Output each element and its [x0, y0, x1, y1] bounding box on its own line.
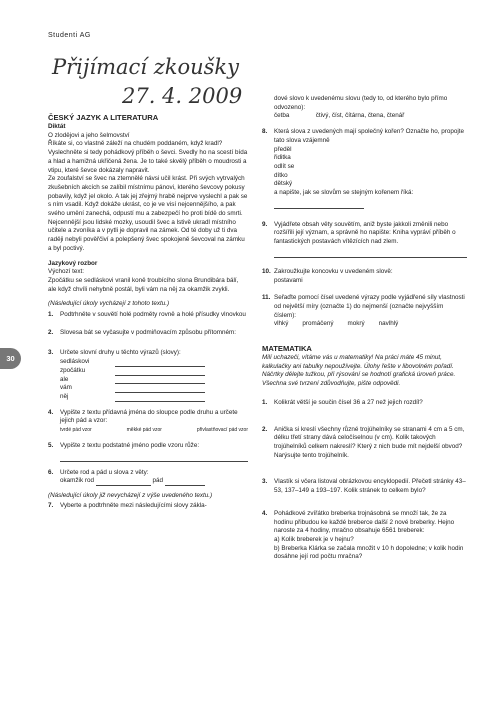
answer-line[interactable] — [274, 247, 467, 258]
math-question-3-text: Vlastík si včera listoval obrázkovou encyklopedií. Přečetl stránky 43–53, 137–149 a 193–197. Kolik stránek to celkem bylo? — [274, 478, 466, 495]
word-row — [60, 384, 248, 393]
math-question-1-text: Kolikrát větší je součin čísel 36 a 27 než jejich rozdíl? — [274, 398, 423, 406]
question-7: 7. Vyberte a podtrhněte mezi následujícími slovy zákla- — [48, 502, 248, 511]
answer-line[interactable] — [274, 198, 364, 209]
gender-label: rod — [84, 477, 94, 485]
column-soft: měkké pád vzor — [126, 427, 162, 434]
candidate-words: čtivý, číst, čítárna, čtena, čtenář — [315, 112, 405, 120]
answer-line[interactable] — [115, 401, 205, 402]
question-7-words — [274, 112, 467, 121]
section-math-title: MATEMATIKA — [262, 344, 312, 354]
question-4-text: Vypište z textu přídavná jména do sloupce podle druhu a určete jejich pád a vzor: — [60, 408, 238, 425]
note-following-tasks: (Následující úkoly vycházejí z tohoto textu.) — [48, 300, 170, 308]
dictation-paragraph-3: Nejcennější jsou lidské mozky, usoudil švec a lstivě ukradl místního učitele a zvoníka a v pytli je dopravil na zámek. Od té doby už ti dva raději nebyli pověřčiví a polepšený švec spokojeně ševcoval na zámku a byl poctivý. — [48, 218, 245, 252]
left-column — [48, 113, 248, 510]
word-label: zpočátku — [60, 366, 86, 374]
question-5: 5. Vypište z textu podstatné jméno podle vzoru růže: — [48, 442, 248, 451]
question-5-text: Vypište z textu podstatné jméno podle vzoru růže: — [60, 441, 200, 449]
question-10-word: postavami — [274, 276, 303, 284]
answer-line[interactable] — [60, 451, 248, 462]
question-11-words — [274, 320, 467, 329]
dictation-title: O zlodějovi a jeho šelmovství — [48, 131, 130, 139]
question-3: 3. Určete slovní druhy u těchto výrazů (slovy): sedláskovi zpočátku ale vám něj — [48, 349, 248, 401]
word-item: vlhký — [274, 320, 289, 328]
word-row — [60, 358, 248, 367]
word-row — [60, 376, 248, 385]
math-intro: Milí uchazeči, vítáme vás u matematiky! Na práci máte 45 minut, kalkulačky ani tabulky nepoužívejte. Úlohy řešte v libovolném pořadí. Náčrtky dělejte tužkou, při rýsování se hodnotí grafická úroveň práce. Všechna své tvrzení zdůvodňujte, pište odpovědi. — [262, 354, 456, 388]
case-answer-line[interactable] — [165, 485, 205, 486]
word-row — [60, 367, 248, 376]
question-7-text: Vyberte a podtrhněte mezi následujícími slovy zákla- — [60, 501, 207, 509]
exam-date: 27. 4. 2009 — [122, 84, 243, 108]
question-11: 11. Seřaďte pomocí čísel uvedené výrazy podle vyjádřené síly vlastnosti od největší míry (označte 1) do nejmenší (označte nejvyšším číslem): vlhký promáčený mokrý navlhlý — [262, 294, 467, 329]
question-6-row — [60, 477, 248, 486]
question-2: 2. Slovesa bát se vyčasujte v podmiňovacím způsobu přítomném: — [48, 329, 248, 338]
question-7-continued: dové slovo k uvedenému slovu (tedy to, od kterého bylo přímo odvozeno): — [274, 95, 448, 111]
question-3-text: Určete slovní druhy u těchto výrazů (slovy): — [60, 349, 181, 357]
word-item: dítko — [274, 171, 288, 179]
analysis-label: Jazykový rozbor — [48, 259, 98, 267]
question-1-text: Podtrhněte v souvětí holé podměty rovně a holé přísudky vlnovkou — [60, 311, 246, 319]
question-6: 6. Určete rod a pád u slova z věty: okamžik rod pád — [48, 469, 248, 486]
gender-answer-line[interactable] — [96, 485, 151, 486]
math-question-4: 4. Pohádkové zvířátko breberka trojnásobná se množí tak, že za hodinu přibudou ke každé breberce další 2 nové breberky. Hejno narostе za 4 hodiny, mračno obsahuje 6561 breberek: a) Kolik breberek je v hejnu? b) Breberka Klárka se začala množit v 10 h dopoledne; v kolik hodin dosáhne její rod počtu mračna? — [262, 510, 467, 562]
question-1: 1. Podtrhněte v souvětí holé podměty rovně a holé přísudky vlnovkou — [48, 311, 248, 320]
dictation-paragraph-1: Říkáte si, co vlastně záleží na chudém poddaném, když kradl? Vyslechněte si tedy pohádkový příběh o ševci. Svedly ho na scestí bída a hlad a hamižná ukřičená žena. Je to také skvělý příběh o moudrosti a vtipu, které ševce dokázaly napravit. — [48, 140, 248, 174]
word-item: dětský — [274, 180, 293, 188]
question-8-text: Která slova z uvedených mají společný kořen? Označte ho, propojte tato slova vzájemně — [274, 128, 465, 144]
math-question-4a: a) Kolik breberek je v hejnu? — [274, 535, 354, 543]
word-label: něj — [60, 392, 69, 400]
question-10: 10. Zakroužkujte koncovku v uvedeném slově: postavami — [262, 268, 467, 285]
page-number-tab: 30 — [0, 348, 21, 369]
word-label: ale — [60, 375, 69, 383]
question-2-text: Slovesa bát se vyčasujte v podmiňovacím způsobu přítomném: — [60, 328, 237, 336]
dictation-label: Diktát — [48, 123, 66, 130]
question-9: 9. Vyjádřete obsah věty souvětím, aniž byste jakkoli změnili nebo rozšířili její význam, a správně ho napište: Kniha vypráví příběh o fantastických postavách vítězících nad zlem. — [262, 221, 467, 247]
adjective-columns — [60, 426, 248, 435]
word-item: odlít se — [274, 162, 295, 170]
base-word: četba — [274, 112, 290, 120]
publisher-label: Studenti AG — [48, 32, 91, 39]
word-item: navlhlý — [378, 320, 399, 328]
dictation-paragraph-2: Ze zoufalství se švec na ztemnělé návsi učil krást. Při svých vytrvalých zkušebních akcích se zalíbil místnímu pánovi, kterého ševcovy pokusy pobavily, když jel okolo. A tak jej zřejmý hrabě nejprve vyslechl a pak se s ním vsadil. Když dokáže ukrást, co je ve visí nejcennějšího, a pak svého umění zanechá, odpustí mu a zabezpečí ho proti bídě do smrti. — [48, 175, 248, 218]
right-column — [262, 95, 467, 562]
word-row — [60, 393, 248, 402]
note-independent-tasks: (Následující úkoly již nevycházejí z výše uvedeného textu.) — [48, 491, 213, 499]
exam-title: Přijímací zkoušky — [52, 55, 240, 79]
case-label: pád — [152, 477, 163, 485]
math-question-3: 3. Vlastík si včera listoval obrázkovou encyklopedií. Přečetl stránky 43–53, 137–149 a 193–197. Kolik stránek to celkem bylo? — [262, 478, 466, 495]
question-10-text: Zakroužkujte koncovku v uvedeném slově: — [274, 267, 393, 275]
question-9-text: Vyjádřete obsah věty souvětím, aniž byste jakkoli změnili nebo rozšířili její význam, a správně ho napište: Kniha vypráví příběh o fantastických postavách vítězících nad zlem. — [274, 220, 456, 246]
word-item: promáčený — [302, 320, 334, 328]
question-4: 4. Vypište z textu přídavná jména do sloupce podle druhu a určete jejich pád a vzor: tvrdé pád vzor měkké pád vzor přivlastňovací pád vzor — [48, 408, 248, 434]
math-question-2: 2. Anička si kreslí všechny různé trojúhelníky se stranami 4 cm a 5 cm, délku třetí strany dává celočíselnou (v cm). Kolik takových trojúhelníků celkem nakreslí? Který z nich bude mít nejdelší obvod? Narýsujte tento trojúhelník. — [262, 426, 467, 461]
math-question-1: 1. Kolikrát větší je součin čísel 36 a 27 než jejich rozdíl? — [262, 399, 467, 408]
column-hard: tvrdé pád vzor — [60, 427, 92, 434]
question-6-text: Určete rod a pád u slova z věty: — [60, 468, 149, 476]
question-8: 8. Která slova z uvedených mají společný kořen? Označte ho, propojte tato slova vzájemně předěl řiditka odlít se dítko dětský a napište, jak se slovům se stejným kořenem říká: — [262, 128, 467, 209]
question-6-word: okamžik — [60, 477, 84, 485]
math-question-4-text: Pohádkové zvířátko breberka trojnásobná se množí tak, že za hodinu přibudou ke každé breberce další 2 nové breberky. Hejno narostе za 4 hodiny, mračno obsahuje 6561 breberek: — [274, 509, 455, 535]
word-item: předěl — [274, 145, 292, 153]
section-czech-title: ČESKÝ JAZYK A LITERATURA — [48, 113, 159, 122]
math-question-2-text: Anička si kreslí všechny různé trojúhelníky se stranami 4 cm a 5 cm, délku třetí strany dává celočíselnou (v cm). Kolik takových trojúhelníků celkem nakreslí? Který z nich bude mít nejdelší obvod? Narýsujte tento trojúhelník. — [274, 425, 465, 459]
analysis-source-label: Výchozí text: — [48, 268, 85, 276]
analysis-text: Zpočátku se sedláskovi vranil koně troubícího slona Brundibára bálí, ale když chvíli nehybně postál, byli vám na něj za okamžik zvykli. — [48, 276, 239, 293]
word-item: řiditka — [274, 154, 291, 162]
question-11-text: Seřaďte pomocí čísel uvedené výrazy podle vyjádřené síly vlastnosti od největší míry (označte 1) do nejmenší (označte nejvyšším číslem): — [274, 294, 465, 319]
word-label: vám — [60, 384, 72, 392]
word-item: mokrý — [347, 320, 365, 328]
column-possessive: přivlastňovací pád vzor — [196, 427, 248, 434]
word-label: sedláskovi — [60, 358, 90, 366]
math-question-4b: b) Breberka Klárka se začala množit v 10 h dopoledne; v kolik hodin dosáhne její rod počtu mračna? — [274, 544, 464, 561]
question-8-tail: a napište, jak se slovům se stejným kořenem říká: — [274, 189, 414, 197]
